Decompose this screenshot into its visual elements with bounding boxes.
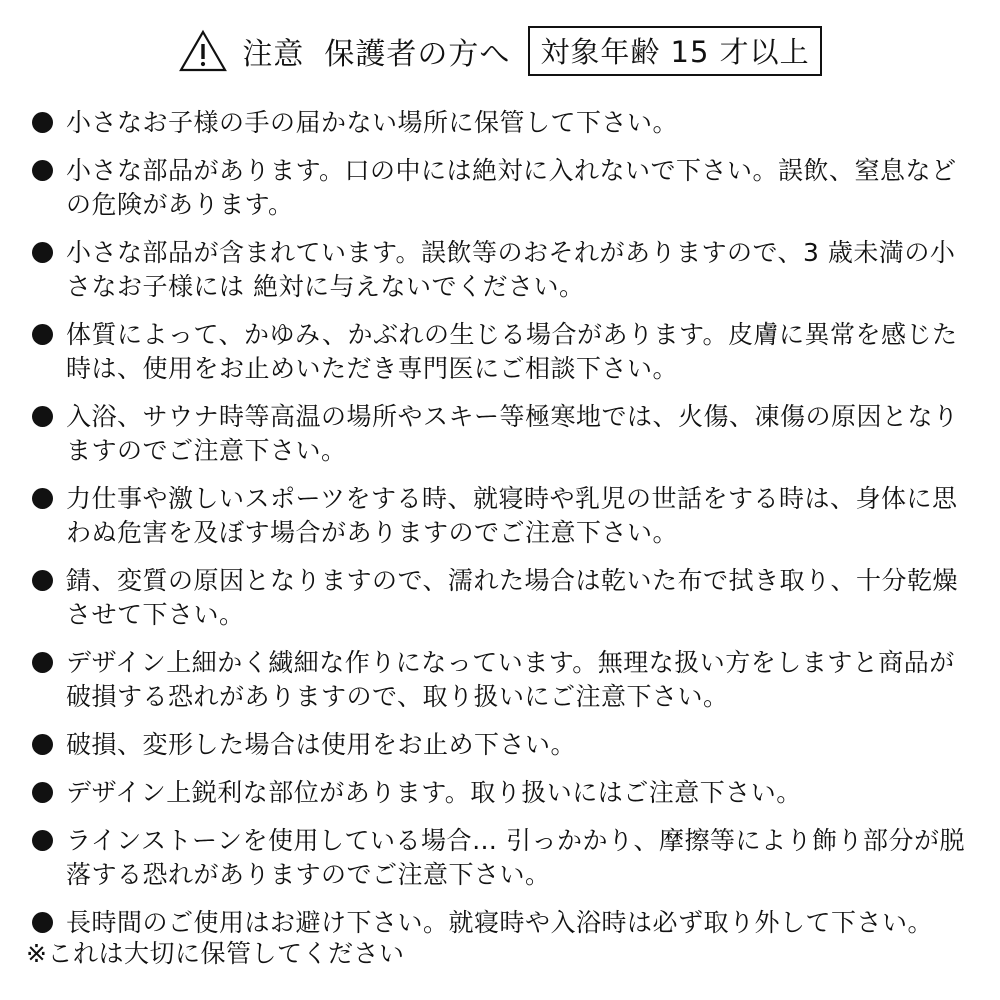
caution-item-text: 小さな部品が含まれています。誤飲等のおそれがありますので、3 歳未満の小さなお子様には 絶対に与えないでください。	[66, 238, 956, 301]
caution-item	[32, 236, 972, 304]
bullet-icon	[32, 830, 60, 852]
caution-item	[32, 564, 972, 632]
caution-item	[32, 482, 972, 550]
caution-item	[32, 106, 972, 140]
bullet-icon	[32, 734, 60, 756]
storage-note: ※これは大切に保管してください	[26, 939, 405, 968]
caution-item-text: 錆、変質の原因となりますので、濡れた場合は乾いた布で拭き取り、十分乾燥させて下さい。	[66, 566, 959, 629]
bullet-icon	[32, 570, 60, 592]
bullet-icon	[32, 324, 60, 346]
caution-item	[32, 824, 972, 892]
caution-item	[32, 154, 972, 222]
notice-title: 注意	[242, 37, 305, 72]
caution-item	[32, 400, 972, 468]
bullet-icon	[32, 652, 60, 674]
notice-header	[0, 26, 1000, 76]
bullet-icon	[32, 488, 60, 510]
caution-item-text: デザイン上鋭利な部位があります。取り扱いにはご注意下さい。	[66, 778, 802, 807]
bullet-icon	[32, 406, 60, 428]
caution-item-text: ラインストーンを使用している場合… 引っかかり、摩擦等により飾り部分が脱落する恐れがありますのでご注意下さい。	[66, 826, 965, 889]
bullet-icon	[32, 912, 60, 934]
bullet-icon	[32, 242, 60, 264]
caution-item-text: 破損、変形した場合は使用をお止め下さい。	[66, 730, 577, 759]
caution-list	[32, 106, 972, 954]
bullet-icon	[32, 112, 60, 134]
caution-item-text: デザイン上細かく繊細な作りになっています。無理な扱い方をしますと商品が破損する恐れがありますので、取り扱いにご注意下さい。	[66, 648, 955, 711]
caution-item-text: 長時間のご使用はお避け下さい。就寝時や入浴時は必ず取り外して下さい。	[66, 908, 934, 937]
caution-item	[32, 776, 972, 810]
age-rating-badge: 対象年齢 15 才以上	[528, 26, 821, 76]
caution-item-text: 体質によって、かゆみ、かぶれの生じる場合があります。皮膚に異常を感じた時は、使用をお止めいただき専門医にご相談下さい。	[66, 320, 958, 383]
caution-item	[32, 728, 972, 762]
caution-item	[32, 318, 972, 386]
caution-item-text: 小さな部品があります。口の中には絶対に入れないで下さい。誤飲、窒息などの危険があります。	[66, 156, 957, 219]
bullet-icon	[32, 782, 60, 804]
warning-triangle-icon	[178, 29, 228, 73]
caution-item-text: 力仕事や激しいスポーツをする時、就寝時や乳児の世話をする時は、身体に思わぬ危害を及ぼす場合がありますのでご注意下さい。	[66, 484, 958, 547]
bullet-icon	[32, 160, 60, 182]
caution-item	[32, 646, 972, 714]
caution-item-text: 小さなお子様の手の届かない場所に保管して下さい。	[66, 108, 679, 137]
notice-subtitle: 保護者の方へ	[324, 37, 511, 72]
caution-item-text: 入浴、サウナ時等高温の場所やスキー等極寒地では、火傷、凍傷の原因となりますのでご注意下さい。	[66, 402, 959, 465]
